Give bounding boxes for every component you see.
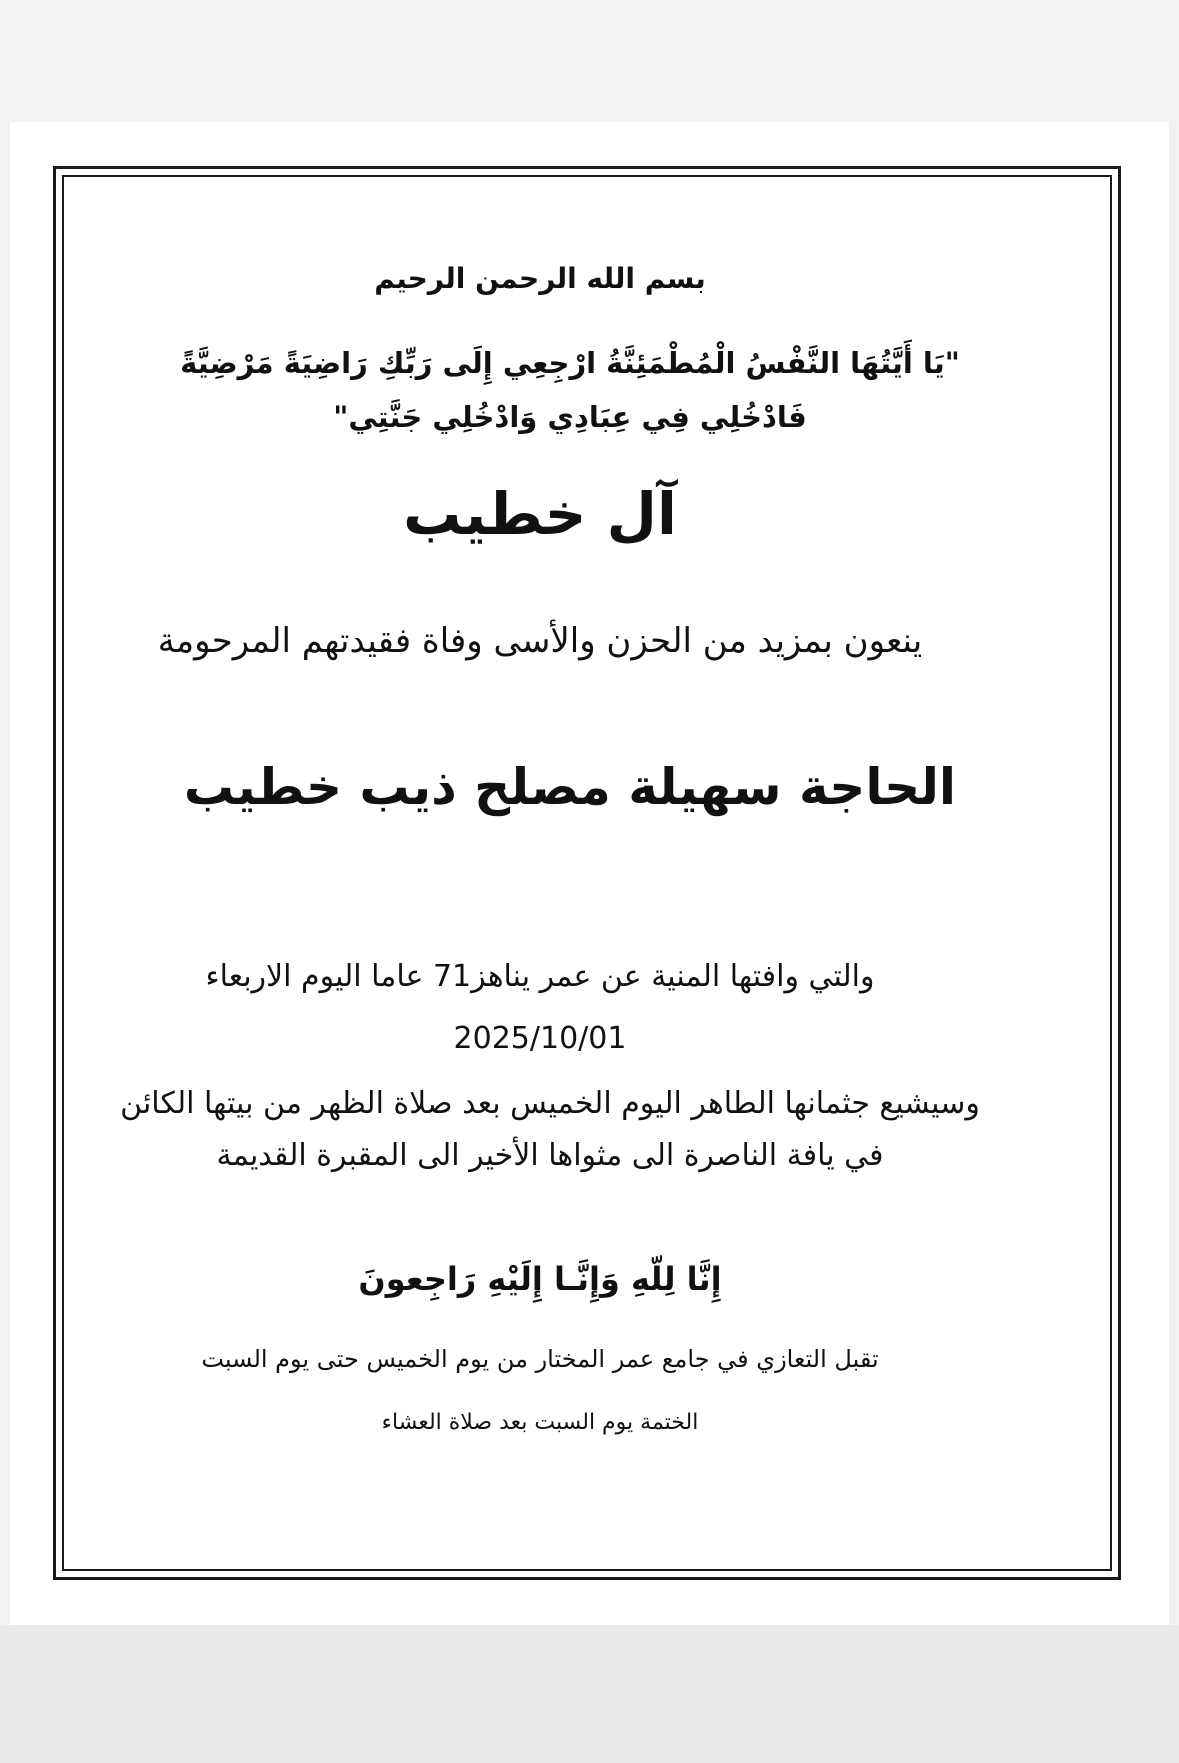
funeral-details: وسيشيع جثمانها الطاهر اليوم الخميس بعد صلاة الظهر من بيتها الكائن في يافة الناصرة الى مثواها الأخير الى المقبرة القديمة: [120, 1086, 980, 1173]
quran-verse: "يَا أَيَّتُهَا النَّفْسُ الْمُطْمَئِنَّةُ ارْجِعِي إِلَى رَبِّكِ رَاضِيَةً مَرْضِيَّةً فَادْخُلِي فِي عِبَادِي وَادْخُلِي جَنَّتِي": [180, 346, 960, 434]
top-margin: [0, 0, 1179, 122]
family-name: آل خطيب: [403, 480, 677, 548]
closing-ceremony-text: الختمة يوم السبت بعد صلاة العشاء: [381, 1410, 699, 1435]
quran-phrase: إِنَّا لِلّهِ وَإِنَّـا إِلَيْهِ رَاجِعونَ: [358, 1260, 722, 1298]
basmala: بسم الله الرحمن الرحيم: [374, 262, 706, 295]
condolences-text: تقبل التعازي في جامع عمر المختار من يوم الخميس حتى يوم السبت: [201, 1345, 879, 1373]
deceased-name: الحاجة سهيلة مصلح ذيب خطيب: [183, 758, 957, 816]
announcement-text: ينعون بمزيد من الحزن والأسى وفاة فقيدتهم المرحومة: [157, 621, 923, 661]
death-details: والتي وافتها المنية عن عمر يناهز71 عاما اليوم الاربعاء 2025/10/01: [205, 959, 875, 1056]
bottom-margin: [0, 1625, 1179, 1763]
